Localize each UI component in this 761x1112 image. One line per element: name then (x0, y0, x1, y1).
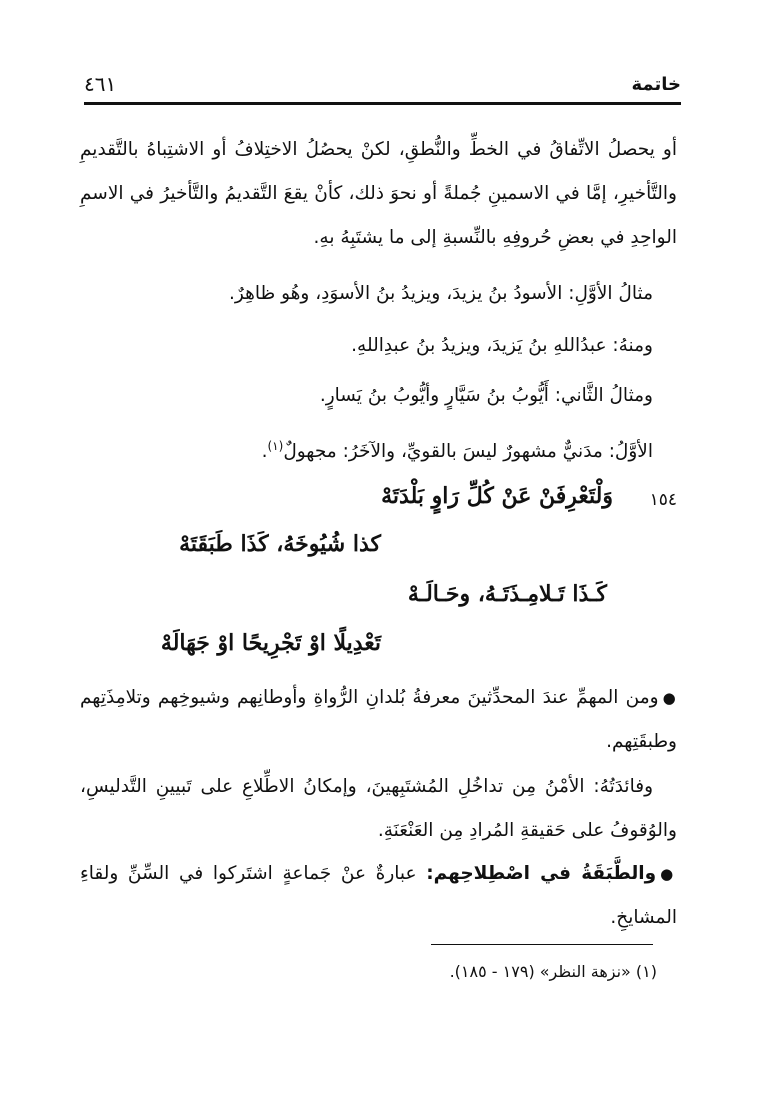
example-first: مثالُ الأوَّلِ: الأسودُ بنُ يزيدَ، ويزيدُ بنُ الأسوَدِ، وهُو ظاهِرٌ. (229, 283, 653, 304)
example-fourth-end: . (261, 441, 268, 463)
example-fourth-text: الأوَّلُ: مدَنيٌّ مشهورٌ ليسَ بالقويِّ، والآخَرُ: مجهولٌ (283, 441, 653, 463)
example-fourth (80, 424, 677, 474)
bullet-icon: ● (662, 689, 677, 707)
bullet-icon: ● (660, 865, 677, 883)
commentary-paragraph-3 (80, 852, 677, 940)
term-definition: والطَّبَقَةُ في اصْطِلاحِهم: (426, 863, 657, 884)
example-second: ومنهُ: عبدُاللهِ بنُ يَزيدَ، ويزيدُ بنُ عبدِاللهِ. (351, 335, 653, 356)
verse-line-1: وَلْتَعْرِفَنْ عَنْ كُلِّ رَاوٍ بَلْدَتَهْ (381, 483, 613, 509)
example-third: ومثالُ الثَّاني: أَيُّوبُ بنُ سَيَّارٍ وأيُّوبُ بنُ يَسارٍ. (319, 385, 653, 406)
verse-line-3: كَـذَا تَـلامِـذَتَـهُ، وحَـالَـهْ (407, 581, 607, 607)
verse-line-2: كذا شُيُوخَهُ، كَذَا طَبَقَتَهْ (179, 531, 381, 557)
footnote-divider (431, 944, 653, 945)
commentary-text-1: ومن المهمِّ عندَ المحدِّثينَ معرفةُ بُلدانِ الرُّواةِ وأوطانِهم وشيوخِهم وتلامِذَتِهم وطبقَتِهم. (80, 687, 677, 752)
page-number: ٤٦١ (84, 72, 117, 96)
verse-line-4: تَعْدِيلًا اوْ تَجْرِيحًا اوْ جَهَالَهْ (160, 630, 381, 656)
verse-number: ١٥٤ (649, 490, 677, 510)
footnote-reference[interactable]: (١) (267, 439, 284, 453)
footnote: (١) «نزهة النظر» (١٧٩ - ١٨٥). (449, 962, 657, 981)
chapter-title: خاتمة (631, 73, 681, 95)
commentary-paragraph-2: وفائدَتُهُ: الأمْنُ مِن تداخُلِ المُشتَبِهينَ، وإمكانُ الاطِّلاعِ على تَبيينِ التَّدليسِ، والوُقوفُ على حَقيقةِ المُرادِ مِن العَنْعَنَةِ. (80, 776, 677, 841)
commentary-paragraph-1 (80, 676, 677, 764)
page-header (84, 66, 681, 105)
commentary-text-3: عبارةٌ عنْ جَماعةٍ اشتَركوا في السِّنِّ ولقاءِ المشايخِ. (80, 863, 677, 928)
paragraph-intro: أو يحصلُ الاتِّفاقُ في الخطِّ والنُّطقِ، لكنْ يحصُلُ الاختِلافُ أو الاشتِباهُ بالتَّقديمِ والتَّأخيرِ، إمَّا في الاسمينِ جُملةً أو نحوَ ذلك، كأنْ يقعَ التَّقديمُ والتَّأخيرُ في الاسمِ الواحِدِ في بعضِ حُروفِهِ بالنِّسبةِ إلى ما يشتَبِهُ بهِ. (80, 139, 677, 248)
